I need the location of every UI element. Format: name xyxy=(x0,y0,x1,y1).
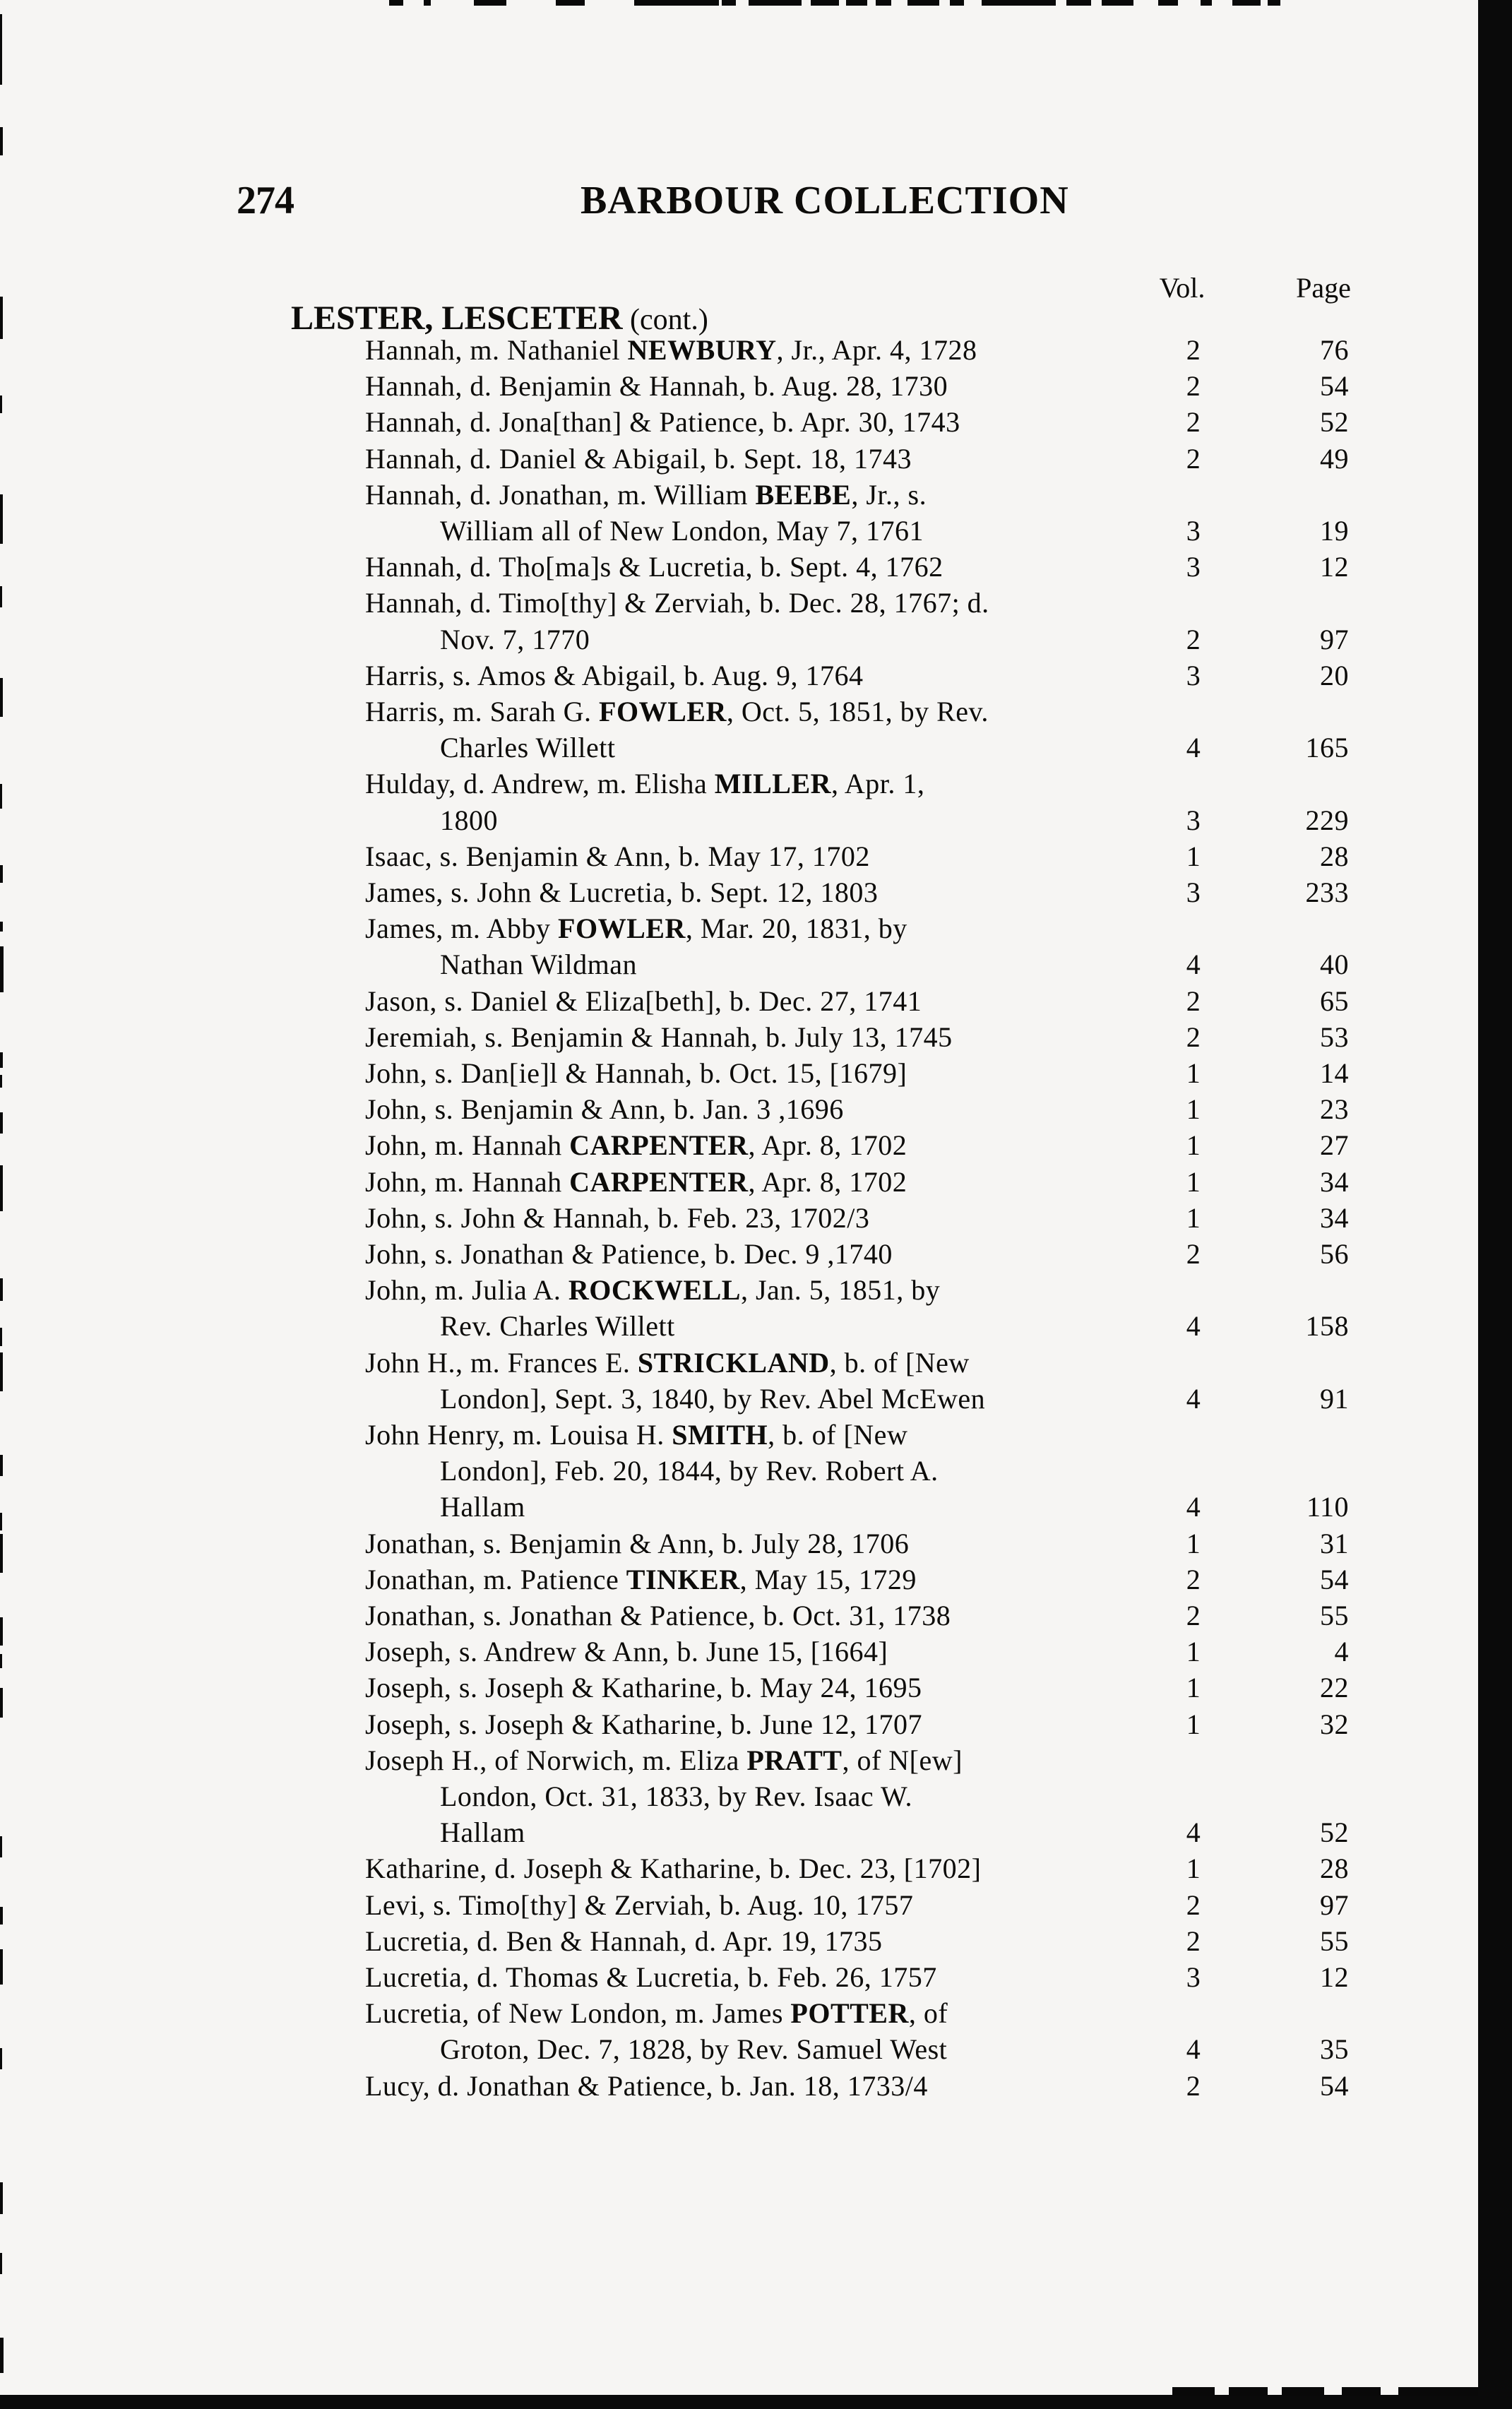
record-text: 1800 xyxy=(440,804,498,836)
scan-artifact-bottom-bar xyxy=(0,2395,1512,2409)
scan-artifact-left-tick xyxy=(0,1836,2,1857)
record-row xyxy=(0,1778,1512,1814)
record-page: 233 xyxy=(1305,876,1349,908)
record-vol: 1 xyxy=(1186,1708,1201,1740)
scan-artifact-left-tick xyxy=(0,395,2,413)
record-text: Jonathan, s. Benjamin & Ann, b. July 28, 1706 xyxy=(365,1527,910,1559)
record-vol: 2 xyxy=(1186,985,1201,1017)
record-row xyxy=(0,1489,1512,1525)
record-text: Hannah, d. Jona[than] & Patience, b. Apr. 30, 1743 xyxy=(365,406,960,439)
record-text: John, m. Julia A. ROCKWELL, Jan. 5, 1851, by xyxy=(365,1274,941,1307)
scan-artifact-top-dash xyxy=(556,0,585,6)
record-page: 20 xyxy=(1320,659,1349,691)
record-page: 165 xyxy=(1305,732,1349,764)
record-row xyxy=(0,1272,1512,1308)
record-surname: FOWLER xyxy=(558,912,686,945)
record-vol: 2 xyxy=(1186,370,1201,403)
scan-artifact-left-tick xyxy=(0,865,3,883)
record-row xyxy=(0,332,1512,368)
record-text: Nov. 7, 1770 xyxy=(440,623,590,655)
scan-artifact-left-tick xyxy=(0,1513,2,1530)
record-page: 52 xyxy=(1320,406,1349,439)
scan-artifact-right-edge xyxy=(1478,0,1512,2409)
record-surname: FOWLER xyxy=(599,696,727,727)
record-row xyxy=(0,2068,1512,2104)
record-row xyxy=(0,946,1512,982)
scan-artifact-top-dash xyxy=(846,0,867,6)
scan-artifact-top-dash xyxy=(811,0,839,6)
page-title: BARBOUR COLLECTION xyxy=(581,179,1069,222)
record-row xyxy=(0,1019,1512,1055)
record-page: 12 xyxy=(1320,1961,1349,1993)
record-text: John, m. Hannah CARPENTER, Apr. 8, 1702 xyxy=(365,1129,907,1162)
record-page: 28 xyxy=(1320,840,1349,872)
record-page: 28 xyxy=(1320,1852,1349,1885)
record-vol: 2 xyxy=(1186,1925,1201,1957)
record-page: 52 xyxy=(1320,1816,1349,1849)
record-row xyxy=(0,549,1512,585)
record-text: Hannah, m. Nathaniel NEWBURY, Jr., Apr. 4, 1728 xyxy=(365,334,977,366)
record-row xyxy=(0,1923,1512,1959)
record-row xyxy=(0,441,1512,477)
scan-artifact-left-tick xyxy=(0,586,2,607)
record-vol: 4 xyxy=(1186,1816,1201,1849)
record-row xyxy=(0,1995,1512,2031)
record-surname: NEWBURY xyxy=(627,334,777,366)
record-page: 34 xyxy=(1320,1201,1349,1234)
scan-artifact-left-tick xyxy=(0,2182,3,2214)
record-page: 110 xyxy=(1306,1491,1349,1523)
record-vol: 3 xyxy=(1186,876,1201,908)
record-page: 56 xyxy=(1320,1238,1349,1270)
record-page: 97 xyxy=(1320,1888,1349,1921)
record-text: James, m. Abby FOWLER, Mar. 20, 1831, by xyxy=(365,912,907,945)
record-row xyxy=(0,1742,1512,1778)
record-vol: 3 xyxy=(1186,1961,1201,1993)
scan-artifact-left-tick xyxy=(0,1534,3,1573)
record-page: 91 xyxy=(1320,1382,1349,1415)
record-page: 40 xyxy=(1320,948,1349,981)
record-vol: 2 xyxy=(1186,406,1201,439)
scan-artifact-top-dash xyxy=(634,0,719,6)
record-surname: BEEBE xyxy=(755,478,852,511)
record-row xyxy=(0,2031,1512,2067)
record-text: Harris, s. Amos & Abigail, b. Aug. 9, 1764 xyxy=(365,659,864,691)
scan-artifact-left-tick xyxy=(0,127,3,155)
scan-artifact-left-tick xyxy=(0,1052,3,1068)
scan-artifact-top-dash xyxy=(1102,0,1133,6)
record-row xyxy=(0,1814,1512,1850)
record-row xyxy=(0,621,1512,658)
record-text: Lucretia, d. Ben & Hannah, d. Apr. 19, 1735 xyxy=(365,1925,883,1957)
scan-artifact-left-tick xyxy=(0,1455,3,1476)
record-row xyxy=(0,1525,1512,1562)
record-row xyxy=(0,585,1512,621)
record-text: John, s. Dan[ie]l & Hannah, b. Oct. 15, [1679] xyxy=(365,1057,907,1089)
record-text: Jonathan, s. Jonathan & Patience, b. Oct. 31, 1738 xyxy=(365,1600,951,1631)
record-text: London], Feb. 20, 1844, by Rev. Robert A. xyxy=(440,1455,939,1487)
record-page: 31 xyxy=(1320,1527,1349,1559)
record-text: London], Sept. 3, 1840, by Rev. Abel McEwen xyxy=(440,1382,986,1415)
record-page: 14 xyxy=(1320,1057,1349,1089)
scan-artifact-left-tick xyxy=(0,1278,3,1301)
record-surname: SMITH xyxy=(672,1419,768,1451)
scan-artifact-top-dash xyxy=(1201,0,1212,6)
scan-artifact-bottom-dash xyxy=(1398,2387,1478,2396)
record-row xyxy=(0,874,1512,910)
record-page: 55 xyxy=(1320,1600,1349,1631)
record-row xyxy=(0,404,1512,440)
record-row xyxy=(0,1381,1512,1417)
record-text: Joseph H., of Norwich, m. Eliza PRATT, of N[ew] xyxy=(365,1744,963,1776)
record-text: Rev. Charles Willett xyxy=(440,1310,675,1343)
scan-artifact-top-dash xyxy=(1232,0,1261,6)
record-row xyxy=(0,1055,1512,1091)
record-text: William all of New London, May 7, 1761 xyxy=(440,515,924,547)
record-row xyxy=(0,477,1512,513)
record-row xyxy=(0,1959,1512,1995)
scan-artifact-top-dash xyxy=(424,0,431,6)
record-vol: 2 xyxy=(1186,1888,1201,1921)
record-vol: 4 xyxy=(1186,2033,1201,2066)
scan-artifact-bottom-dash xyxy=(1172,2387,1215,2396)
record-row xyxy=(0,694,1512,730)
scan-artifact-left-tick xyxy=(0,1617,3,1646)
record-page: 229 xyxy=(1305,804,1349,836)
scan-artifact-left-tick xyxy=(0,1907,3,1925)
record-text: Hannah, d. Timo[thy] & Zerviah, b. Dec. 28, 1767; d. xyxy=(365,587,989,619)
scan-artifact-left-tick xyxy=(0,2253,2,2274)
record-page: 34 xyxy=(1320,1165,1349,1198)
scan-artifact-bottom-dash xyxy=(1282,2387,1324,2396)
record-surname: TINKER xyxy=(626,1563,740,1595)
record-vol: 2 xyxy=(1186,1600,1201,1631)
record-vol: 4 xyxy=(1186,1310,1201,1343)
section-heading-cont: (cont.) xyxy=(622,304,708,336)
page-number: 274 xyxy=(237,179,294,222)
record-page: 55 xyxy=(1320,1925,1349,1957)
record-vol: 1 xyxy=(1186,1672,1201,1704)
record-row xyxy=(0,802,1512,838)
record-text: Hallam xyxy=(440,1816,525,1849)
record-vol: 4 xyxy=(1186,1382,1201,1415)
record-text: John, s. Benjamin & Ann, b. Jan. 3 ,1696 xyxy=(365,1093,844,1126)
record-page: 35 xyxy=(1320,2033,1349,2066)
record-text: Jason, s. Daniel & Eliza[beth], b. Dec. 27, 1741 xyxy=(365,985,922,1017)
record-text: Charles Willett xyxy=(440,732,616,764)
record-text: London, Oct. 31, 1833, by Rev. Isaac W. xyxy=(440,1780,913,1812)
record-row xyxy=(0,1091,1512,1127)
record-row xyxy=(0,658,1512,694)
record-row xyxy=(0,983,1512,1019)
record-page: 54 xyxy=(1320,370,1349,403)
record-row xyxy=(0,1634,1512,1670)
record-text: John Henry, m. Louisa H. SMITH, b. of [New xyxy=(365,1419,908,1451)
record-page: 54 xyxy=(1320,1563,1349,1595)
record-row xyxy=(0,1706,1512,1742)
record-row xyxy=(0,1417,1512,1453)
record-text: John, s. Jonathan & Patience, b. Dec. 9 ,1740 xyxy=(365,1238,893,1270)
record-page: 12 xyxy=(1320,551,1349,583)
scan-artifact-left-tick xyxy=(0,678,3,717)
record-text: Groton, Dec. 7, 1828, by Rev. Samuel West xyxy=(440,2033,948,2066)
record-surname: MILLER xyxy=(714,768,832,800)
record-row xyxy=(0,1236,1512,1272)
scan-artifact-top-dash xyxy=(474,0,506,6)
record-text: Joseph, s. Joseph & Katharine, b. June 12, 1707 xyxy=(365,1708,922,1740)
scan-artifact-top-dash xyxy=(1268,0,1280,6)
record-row xyxy=(0,1670,1512,1706)
column-header-vol: Vol. xyxy=(1159,272,1206,304)
scan-artifact-top-dash xyxy=(1158,0,1178,6)
record-page: 22 xyxy=(1320,1672,1349,1704)
record-text: Isaac, s. Benjamin & Ann, b. May 17, 1702 xyxy=(365,840,870,872)
scan-artifact-left-tick xyxy=(0,1688,3,1718)
record-surname: ROCKWELL xyxy=(568,1274,741,1307)
record-page: 32 xyxy=(1320,1708,1349,1740)
record-surname: CARPENTER xyxy=(569,1165,749,1198)
scan-artifact-top-dash xyxy=(982,0,1056,6)
record-page: 53 xyxy=(1320,1021,1349,1053)
record-vol: 2 xyxy=(1186,1238,1201,1270)
scan-artifact-top-dash xyxy=(722,0,736,6)
record-surname: PRATT xyxy=(746,1744,843,1776)
record-vol: 1 xyxy=(1186,1852,1201,1885)
scan-artifact-top-dash xyxy=(876,0,891,6)
scan-artifact-top-dash xyxy=(950,0,964,6)
scan-artifact-left-tick xyxy=(0,1352,3,1391)
record-surname: STRICKLAND xyxy=(637,1346,830,1379)
record-text: John, m. Hannah CARPENTER, Apr. 8, 1702 xyxy=(365,1165,907,1198)
record-vol: 1 xyxy=(1186,1636,1201,1668)
record-vol: 2 xyxy=(1186,1563,1201,1595)
record-row xyxy=(0,1164,1512,1200)
record-vol: 4 xyxy=(1186,732,1201,764)
scan-artifact-left-tick xyxy=(0,1949,3,1985)
record-page: 158 xyxy=(1305,1310,1349,1343)
record-vol: 1 xyxy=(1186,1201,1201,1234)
record-vol: 4 xyxy=(1186,948,1201,981)
record-page: 76 xyxy=(1320,334,1349,366)
record-surname: POTTER xyxy=(790,1997,909,2030)
record-vol: 3 xyxy=(1186,551,1201,583)
scan-artifact-bottom-dash xyxy=(1229,2387,1268,2396)
record-vol: 1 xyxy=(1186,1057,1201,1089)
record-text: John, s. John & Hannah, b. Feb. 23, 1702/3 xyxy=(365,1201,870,1234)
scan-artifact-left-tick xyxy=(0,1328,2,1346)
record-page: 4 xyxy=(1334,1636,1349,1668)
record-row xyxy=(0,1308,1512,1344)
record-row xyxy=(0,1453,1512,1489)
record-vol: 3 xyxy=(1186,804,1201,836)
record-text: Hannah, d. Tho[ma]s & Lucretia, b. Sept. 4, 1762 xyxy=(365,551,943,583)
record-row xyxy=(0,513,1512,549)
scan-artifact-top-dash xyxy=(389,0,403,6)
scan-artifact-left-tick xyxy=(0,2048,2,2069)
section-heading xyxy=(0,300,1512,336)
record-page: 97 xyxy=(1320,623,1349,655)
record-vol: 4 xyxy=(1186,1491,1201,1523)
record-vol: 2 xyxy=(1186,442,1201,475)
record-text: Joseph, s. Andrew & Ann, b. June 15, [1664] xyxy=(365,1636,888,1668)
scan-artifact-left-tick xyxy=(0,922,3,932)
record-vol: 2 xyxy=(1186,334,1201,366)
scan-artifact-top-dash xyxy=(749,0,802,6)
record-row xyxy=(0,1562,1512,1598)
record-page: 49 xyxy=(1320,442,1349,475)
record-page: 27 xyxy=(1320,1129,1349,1162)
record-vol: 1 xyxy=(1186,1527,1201,1559)
record-row xyxy=(0,1345,1512,1381)
record-text: Jeremiah, s. Benjamin & Hannah, b. July 13, 1745 xyxy=(365,1021,953,1053)
record-vol: 1 xyxy=(1186,1093,1201,1126)
scan-artifact-top-dash xyxy=(1066,0,1091,6)
record-row xyxy=(0,1598,1512,1634)
record-text: Jonathan, m. Patience TINKER, May 15, 1729 xyxy=(365,1563,917,1595)
record-row xyxy=(0,1850,1512,1886)
record-row xyxy=(0,368,1512,404)
scan-artifact-left-tick xyxy=(0,14,2,85)
record-vol: 3 xyxy=(1186,515,1201,547)
record-vol: 1 xyxy=(1186,1165,1201,1198)
record-text: James, s. John & Lucretia, b. Sept. 12, 1803 xyxy=(365,876,879,908)
record-vol: 2 xyxy=(1186,2069,1201,2102)
record-text: Lucretia, d. Thomas & Lucretia, b. Feb. 26, 1757 xyxy=(365,1961,937,1993)
scan-artifact-left-tick xyxy=(0,494,3,544)
scan-artifact-top-dash xyxy=(907,0,939,6)
record-text: Hannah, d. Daniel & Abigail, b. Sept. 18, 1743 xyxy=(365,442,912,475)
record-text: Hannah, d. Jonathan, m. William BEEBE, Jr., s. xyxy=(365,478,927,511)
record-row xyxy=(0,730,1512,766)
record-text: Katharine, d. Joseph & Katharine, b. Dec. 23, [1702] xyxy=(365,1852,982,1885)
record-row xyxy=(0,1127,1512,1163)
scan-artifact-left-tick xyxy=(0,1165,3,1211)
scan-artifact-left-tick xyxy=(0,1654,2,1668)
record-text: Harris, m. Sarah G. FOWLER, Oct. 5, 1851, by Rev. xyxy=(365,696,989,727)
record-page: 54 xyxy=(1320,2069,1349,2102)
record-vol: 1 xyxy=(1186,1129,1201,1162)
record-row xyxy=(0,766,1512,802)
scan-artifact-left-tick xyxy=(0,297,3,339)
record-vol: 1 xyxy=(1186,840,1201,872)
record-text: John H., m. Frances E. STRICKLAND, b. of [New xyxy=(365,1346,970,1379)
record-text: Lucy, d. Jonathan & Patience, b. Jan. 18, 1733/4 xyxy=(365,2069,928,2102)
record-vol: 2 xyxy=(1186,1021,1201,1053)
record-text: Nathan Wildman xyxy=(440,948,638,981)
scan-artifact-left-tick xyxy=(0,1075,2,1088)
record-page: 23 xyxy=(1320,1093,1349,1126)
record-row xyxy=(0,910,1512,946)
record-page: 19 xyxy=(1320,515,1349,547)
record-row xyxy=(0,1200,1512,1236)
surname-heading: LESTER, LESCETER xyxy=(291,299,623,337)
scan-artifact-left-tick xyxy=(0,946,4,992)
scan-artifact-left-tick xyxy=(0,2338,4,2373)
scan-artifact-left-tick xyxy=(0,784,2,809)
record-row xyxy=(0,1887,1512,1923)
record-text: Hannah, d. Benjamin & Hannah, b. Aug. 28, 1730 xyxy=(365,370,948,403)
record-vol: 2 xyxy=(1186,623,1201,655)
record-surname: CARPENTER xyxy=(569,1129,749,1162)
column-header-page: Page xyxy=(1296,272,1351,304)
record-page: 65 xyxy=(1320,985,1349,1017)
record-row xyxy=(0,838,1512,874)
record-vol: 3 xyxy=(1186,659,1201,691)
record-text: Levi, s. Timo[thy] & Zerviah, b. Aug. 10, 1757 xyxy=(365,1888,914,1921)
record-text: Joseph, s. Joseph & Katharine, b. May 24, 1695 xyxy=(365,1672,922,1704)
record-text: Hallam xyxy=(440,1491,525,1523)
scan-artifact-bottom-dash xyxy=(1342,2387,1381,2396)
scan-artifact-left-tick xyxy=(0,1112,3,1134)
record-text: Lucretia, of New London, m. James POTTER, of xyxy=(365,1997,948,2030)
record-text: Hulday, d. Andrew, m. Elisha MILLER, Apr. 1, xyxy=(365,768,925,800)
